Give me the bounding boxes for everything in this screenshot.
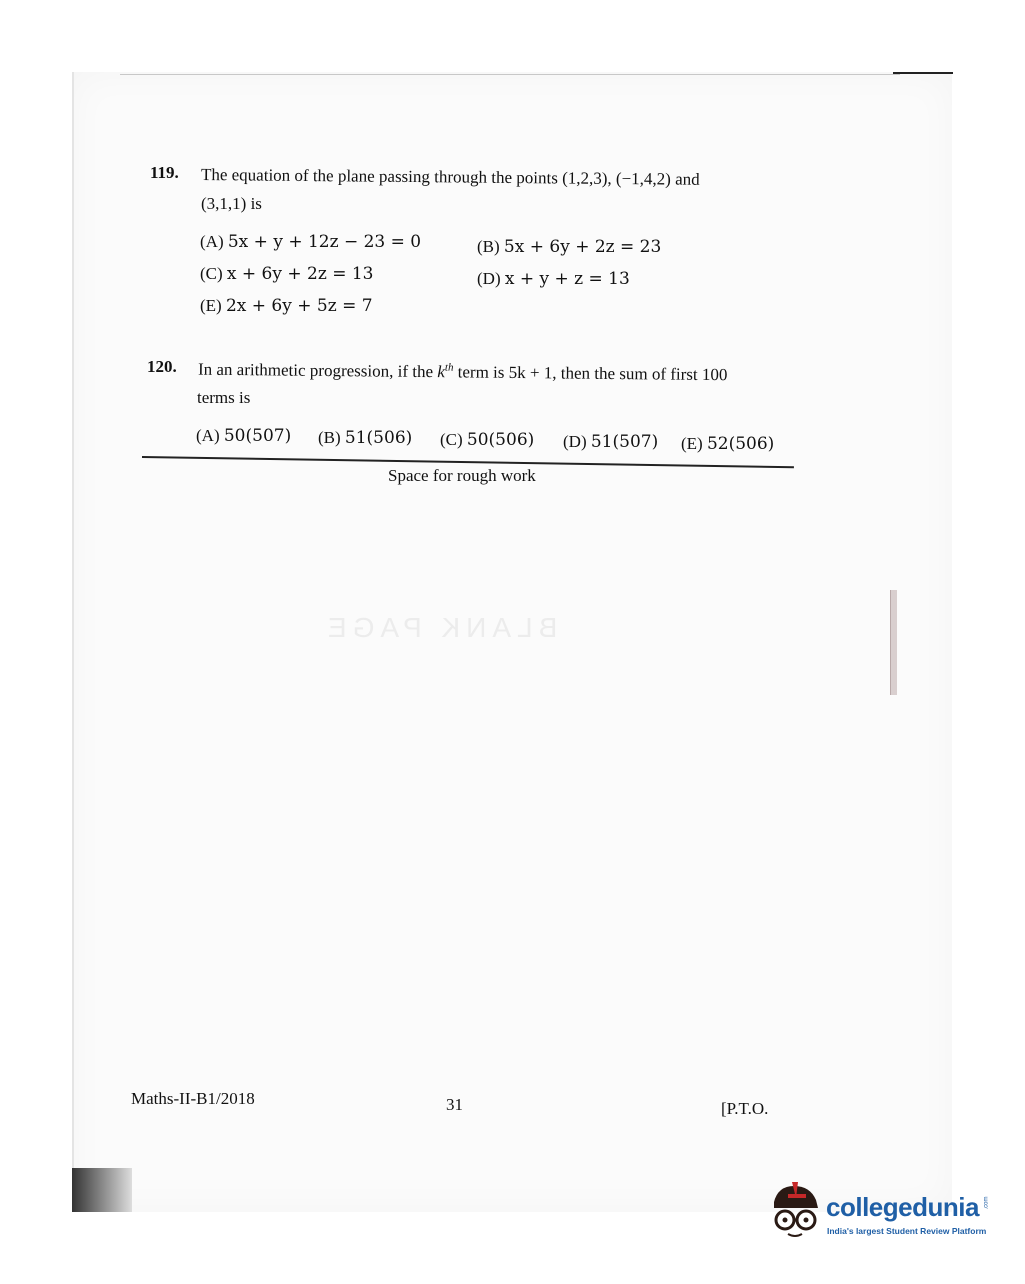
question-119-text-line2: (3,1,1) is xyxy=(201,194,262,213)
top-right-mark xyxy=(893,72,953,74)
option-label: (D) xyxy=(477,269,501,288)
option-label: (E) xyxy=(200,296,222,315)
question-119-text-line1: The equation of the plane passing through the points (1,2,3), (−1,4,2) and xyxy=(200,165,700,189)
option-expr: 51(507) xyxy=(590,432,659,452)
q119-option-d[interactable] xyxy=(477,269,630,289)
q119-option-a[interactable] xyxy=(200,232,421,252)
option-expr: 51(506) xyxy=(344,428,413,448)
binding-mark xyxy=(890,590,897,695)
option-expr: 2x + 6y + 5z = 7 xyxy=(225,296,373,316)
top-border-line xyxy=(120,74,900,75)
scan-corner-shadow xyxy=(72,1168,132,1212)
mascot-icon xyxy=(768,1180,824,1242)
option-expr: 50(506) xyxy=(466,430,535,450)
please-turn-over: [P.T.O. xyxy=(721,1099,769,1118)
page-number: 31 xyxy=(446,1095,463,1114)
bleed-through-text: BLANK PAGE xyxy=(322,612,558,643)
option-label: (E) xyxy=(681,434,703,453)
option-label: (A) xyxy=(200,232,224,251)
option-expr: 5x + 6y + 2z = 23 xyxy=(503,237,662,257)
logo-tagline: India's largest Student Review Platform xyxy=(827,1226,987,1236)
option-label: (B) xyxy=(477,237,500,256)
q120-option-a[interactable] xyxy=(196,426,291,446)
paper-code: Maths-II-B1/2018 xyxy=(131,1089,255,1108)
option-label: (A) xyxy=(196,426,220,445)
q119-option-b[interactable] xyxy=(477,237,661,257)
option-expr: x + 6y + 2z = 13 xyxy=(226,264,374,284)
option-label: (C) xyxy=(440,430,463,449)
q120-text-post: term is 5k + 1, then the sum of first 100 xyxy=(453,362,728,385)
rough-work-label: Space for rough work xyxy=(388,466,536,485)
q120-k: k xyxy=(437,362,445,382)
option-label: (B) xyxy=(318,428,341,447)
question-119-number: 119. xyxy=(150,163,179,182)
q120-text-pre: In an arithmetic progression, if the xyxy=(197,359,438,382)
q120-th-superscript: th xyxy=(444,361,454,374)
question-120-text-line2: terms is xyxy=(197,388,251,407)
page-left-edge xyxy=(72,72,74,1212)
logo-suffix: .com xyxy=(983,1196,990,1210)
q120-option-d[interactable] xyxy=(563,432,658,452)
q120-option-b[interactable] xyxy=(318,428,412,448)
question-120-number: 120. xyxy=(147,357,177,376)
option-expr: x + y + z = 13 xyxy=(504,269,630,289)
logo-wordmark: collegedunia xyxy=(826,1192,979,1222)
option-label: (D) xyxy=(563,432,587,451)
q119-option-e[interactable] xyxy=(200,296,373,316)
option-expr: 52(506) xyxy=(706,434,775,454)
option-label: (C) xyxy=(200,264,223,283)
q120-option-e[interactable] xyxy=(681,434,774,454)
option-expr: 50(507) xyxy=(223,426,292,446)
option-expr: 5x + y + 12z − 23 = 0 xyxy=(227,232,422,252)
q120-option-c[interactable] xyxy=(440,430,534,450)
q119-option-c[interactable] xyxy=(200,264,374,284)
collegedunia-logo[interactable] xyxy=(768,1180,993,1250)
